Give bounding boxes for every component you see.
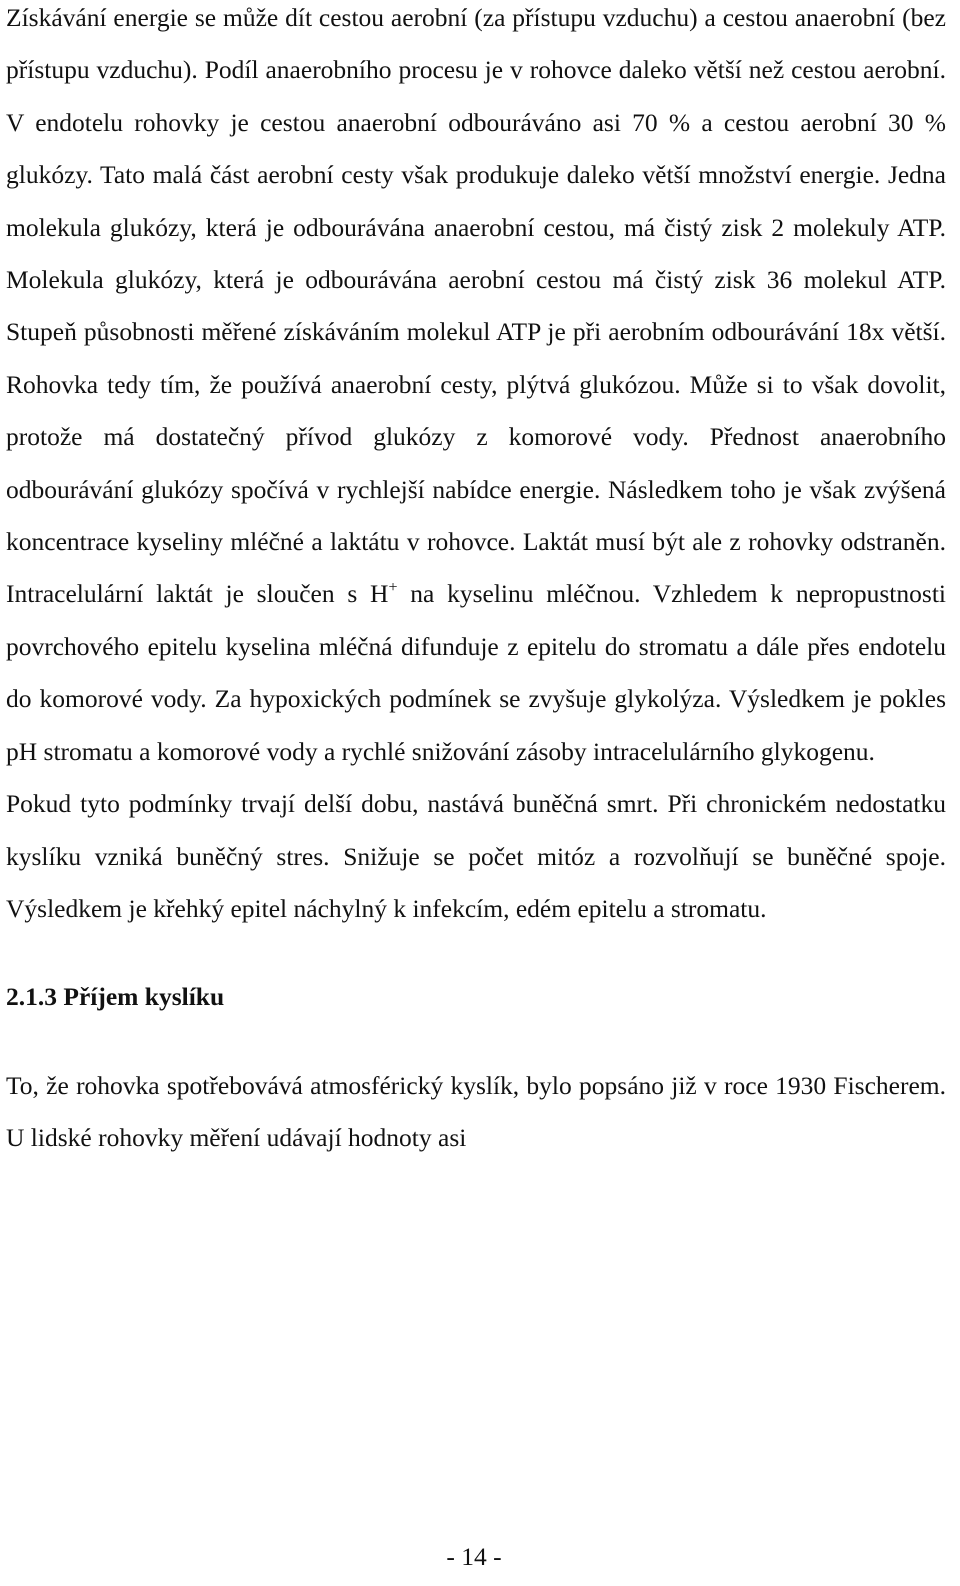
paragraph-oxygen-uptake: To, že rohovka spotřebovává atmosférický kyslík, bylo popsáno již v roce 1930 Fischerem. U lidské rohovky měření udávají hodnoty asi	[6, 1070, 946, 1153]
paragraph-text: na kyselinu mléčnou. Vzhledem k nepropustnosti povrchového epitelu kyselina mléčná difunduje z epitelu do stromatu a dále přes endotelu do komorové vody. Za hypoxických podmínek se zvyšuje glykolýza. Výsledkem je pokles pH stromatu a komorové vody a rychlé snižování zásoby intracelulárního glykogenu.	[6, 579, 946, 766]
paragraph-text: Získávání energie se může dít cestou aerobní (za přístupu vzduchu) a cestou anaerobní (bez přístupu vzduchu). Podíl anaerobního procesu je v rohovce daleko větší než cestou aerobní. V endotelu rohovky je cestou anaerobní odbouráváno asi 70 % a cestou aerobní 30 % glukózy. Tato malá část aerobní cesty však produkuje daleko větší množství energie. Jedna molekula glukózy, která je odbourávána anaerobní cestou, má čistý zisk 2 molekuly ATP. Molekula glukózy, která je odbourávána aerobní cestou má čistý zisk 36 molekul ATP. Stupeň působnosti měřené získáváním molekul ATP je při aerobním odbourávání 18x větší. Rohovka tedy tím, že používá anaerobní cesty, plýtvá glukózou. Může si to však dovolit, protože má dostatečný přívod glukózy z komorové vody. Přednost anaerobního odbourávání glukózy spočívá v rychlejší nabídce energie. Následkem toho je však zvýšená koncentrace kyseliny mléčné a laktátu v rohovce. Laktát musí být ale z rohovky odstraněn. Intracelulární laktát je sloučen s H	[6, 3, 946, 609]
section-heading: 2.1.3 Příjem kyslíku	[6, 982, 225, 1012]
paragraph-cell-death: Pokud tyto podmínky trvají delší dobu, nastává buněčná smrt. Při chronickém nedostatku kyslíku vzniká buněčný stres. Snižuje se počet mitóz a rozvolňují se buněčné spoje. Výsledkem je křehký epitel náchylný k infekcím, edém epitelu a stromatu.	[6, 789, 946, 923]
paragraph-energy-metabolism	[6, 0, 946, 778]
hydrogen-ion-superscript: +	[388, 579, 398, 597]
document-page	[6, 0, 946, 1165]
page-number: - 14 -	[446, 1542, 502, 1571]
